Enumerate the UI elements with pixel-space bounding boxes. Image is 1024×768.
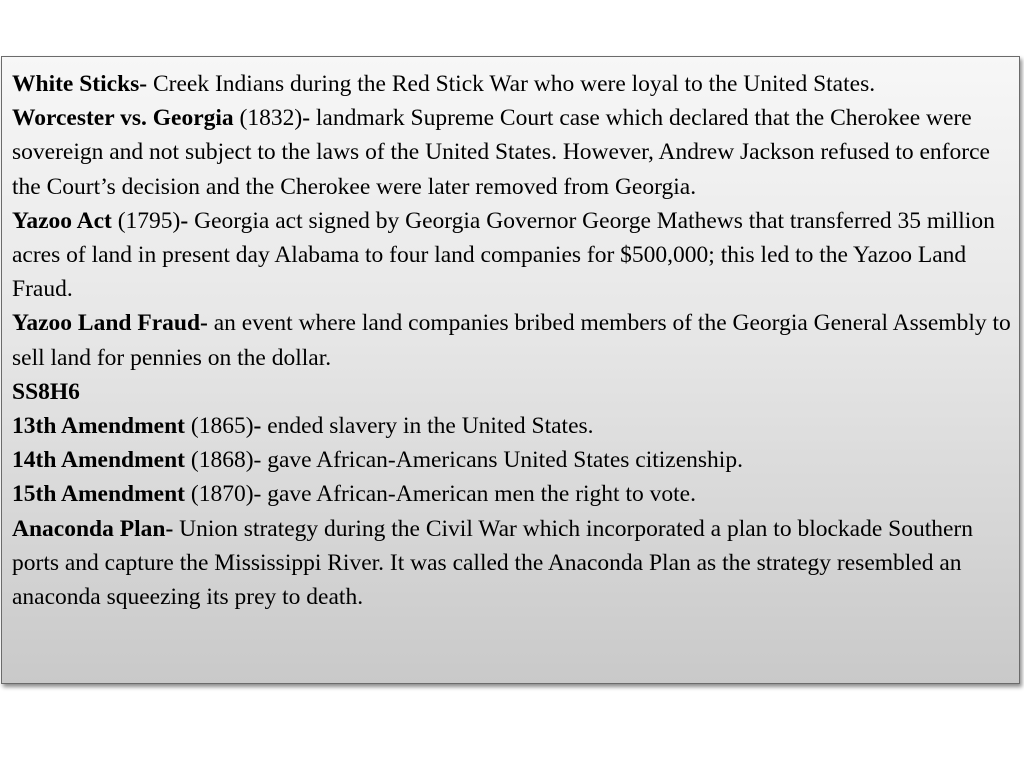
- year-worcester-vs-georgia: (1832): [233, 105, 303, 132]
- definition-white-sticks: Creek Indians during the Red Stick War who were loyal to the United States.: [147, 71, 876, 97]
- year-yazoo-act: (1795): [111, 207, 181, 234]
- term-yazoo-act: Yazoo Act: [12, 207, 112, 234]
- section-heading-ss8h6: [12, 375, 1011, 409]
- definition-worcester-vs-georgia: landmark Supreme Court case which declared that the Cherokee were sovereign and not subject to the laws of the United States. However, Andrew Jackson refused to enforce the Court’s decision and the Cherokee were later removed from Georgia.: [12, 105, 990, 200]
- definition-yazoo-act: Georgia act signed by Georgia Governor George Mathews that transferred 35 million acres of land in present day Alabama to four land companies for $500,000; this led to the Yazoo Land Fraud.: [12, 207, 995, 303]
- glossary-entry-white-sticks: [12, 67, 1011, 101]
- glossary-entry-yazoo-land-fraud: [12, 306, 1011, 374]
- definition-yazoo-land-fraud: an event where land companies bribed members of the Georgia General Assembly to sell land for pennies on the dollar.: [12, 310, 1011, 371]
- glossary-text-box: [1, 56, 1020, 684]
- dash-worcester-vs-georgia: -: [302, 105, 311, 132]
- year-15th-amendment: (1870)- gave African-American men the right to vote.: [185, 481, 696, 508]
- dash-yazoo-act: -: [180, 207, 189, 234]
- glossary-entry-worcester-vs-georgia: [12, 101, 1011, 204]
- definition-13th-amendment: ended slavery in the United States.: [261, 413, 594, 440]
- glossary-entry-anaconda-plan: [12, 512, 1011, 615]
- term-13th-amendment: 13th Amendment: [12, 413, 185, 440]
- term-14th-amendment: 14th Amendment: [12, 447, 185, 474]
- term-worcester-vs-georgia: Worcester vs. Georgia: [12, 105, 234, 132]
- term-yazoo-land-fraud: Yazoo Land Fraud-: [12, 310, 208, 337]
- dash-13th-amendment: -: [253, 413, 262, 440]
- year-14th-amendment: (1868)- gave African-Americans United States citizenship.: [185, 447, 743, 474]
- glossary-entry-15th-amendment: [12, 477, 1011, 511]
- term-ss8h6: SS8H6: [12, 378, 80, 405]
- definition-anaconda-plan: Union strategy during the Civil War which incorporated a plan to blockade Southern ports and capture the Mississippi River. It was called the Anaconda Plan as the strategy resembled an anaconda squeezing its prey to death.: [12, 515, 974, 611]
- term-anaconda-plan: Anaconda Plan-: [12, 515, 174, 542]
- term-white-sticks: White Sticks-: [12, 71, 148, 97]
- glossary-entry-yazoo-act: [12, 204, 1011, 307]
- glossary-entry-14th-amendment: [12, 443, 1011, 477]
- year-13th-amendment: (1865): [185, 413, 254, 440]
- term-15th-amendment: 15th Amendment: [12, 481, 185, 508]
- glossary-entry-13th-amendment: [12, 409, 1011, 443]
